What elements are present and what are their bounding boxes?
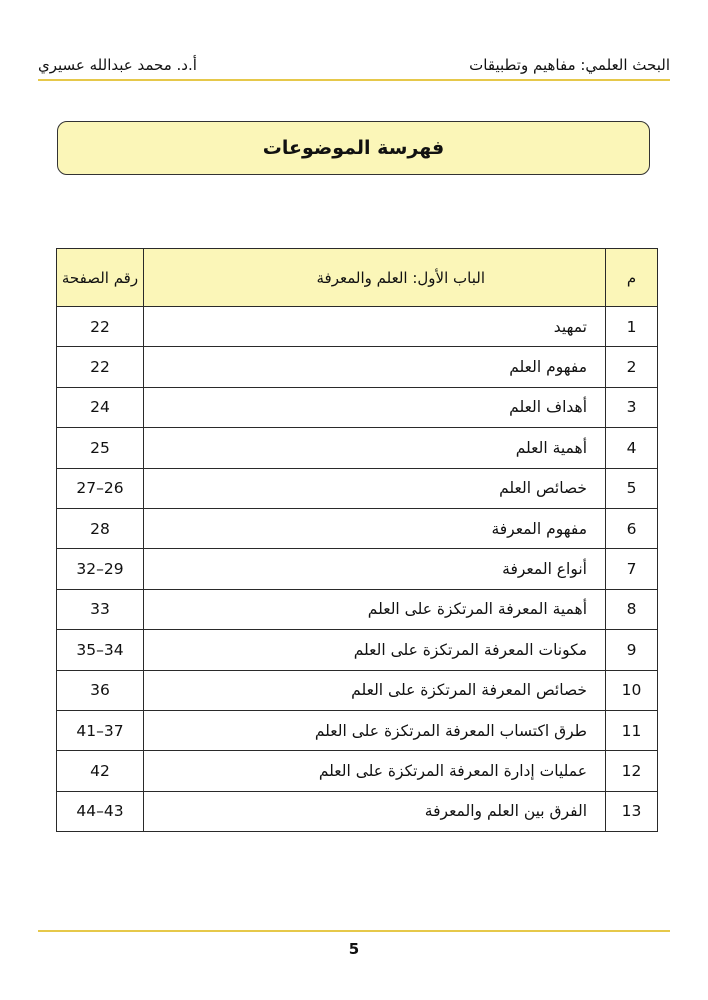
table-row xyxy=(57,347,658,387)
row-topic: الفرق بين العلم والمعرفة xyxy=(144,791,606,831)
page-title: فهرسة الموضوعات xyxy=(262,137,445,159)
toc-title-box xyxy=(57,121,650,175)
table-row xyxy=(57,630,658,670)
table-row xyxy=(57,307,658,347)
row-page: 44–43 xyxy=(57,791,144,831)
table-row xyxy=(57,549,658,589)
row-page: 22 xyxy=(57,347,144,387)
author-name: أ.د. محمد عبدالله عسيري xyxy=(38,56,197,74)
toc-table xyxy=(56,248,658,832)
row-topic: خصائص العلم xyxy=(144,468,606,508)
table-row xyxy=(57,751,658,791)
row-number: 12 xyxy=(606,751,658,791)
table-row xyxy=(57,508,658,548)
column-header-topic: الباب الأول: العلم والمعرفة xyxy=(144,249,606,307)
row-page: 25 xyxy=(57,428,144,468)
table-row xyxy=(57,670,658,710)
row-topic: مفهوم العلم xyxy=(144,347,606,387)
table-row xyxy=(57,710,658,750)
row-page: 28 xyxy=(57,508,144,548)
row-page: 41–37 xyxy=(57,710,144,750)
table-row xyxy=(57,387,658,427)
row-page: 22 xyxy=(57,307,144,347)
running-header xyxy=(38,52,670,80)
table-row xyxy=(57,468,658,508)
header-divider xyxy=(38,79,670,81)
row-number: 10 xyxy=(606,670,658,710)
row-page: 27–26 xyxy=(57,468,144,508)
table-header-row xyxy=(57,249,658,307)
table-row xyxy=(57,428,658,468)
row-number: 11 xyxy=(606,710,658,750)
row-topic: طرق اكتساب المعرفة المرتكزة على العلم xyxy=(144,710,606,750)
table-row xyxy=(57,791,658,831)
column-header-page: رقم الصفحة xyxy=(57,249,144,307)
row-topic: مفهوم المعرفة xyxy=(144,508,606,548)
column-header-number: م xyxy=(606,249,658,307)
row-number: 5 xyxy=(606,468,658,508)
row-number: 6 xyxy=(606,508,658,548)
row-page: 36 xyxy=(57,670,144,710)
footer-divider xyxy=(38,930,670,932)
row-number: 2 xyxy=(606,347,658,387)
table-row xyxy=(57,589,658,629)
row-number: 4 xyxy=(606,428,658,468)
row-topic: تمهيد xyxy=(144,307,606,347)
row-number: 13 xyxy=(606,791,658,831)
row-number: 1 xyxy=(606,307,658,347)
book-title: البحث العلمي: مفاهيم وتطبيقات xyxy=(469,56,670,74)
row-topic: أهمية المعرفة المرتكزة على العلم xyxy=(144,589,606,629)
row-number: 7 xyxy=(606,549,658,589)
row-topic: مكونات المعرفة المرتكزة على العلم xyxy=(144,630,606,670)
row-topic: أهمية العلم xyxy=(144,428,606,468)
row-page: 42 xyxy=(57,751,144,791)
row-topic: أنواع المعرفة xyxy=(144,549,606,589)
row-topic: عمليات إدارة المعرفة المرتكزة على العلم xyxy=(144,751,606,791)
row-page: 32–29 xyxy=(57,549,144,589)
page-number: 5 xyxy=(348,940,360,958)
row-number: 8 xyxy=(606,589,658,629)
row-number: 3 xyxy=(606,387,658,427)
row-page: 24 xyxy=(57,387,144,427)
row-number: 9 xyxy=(606,630,658,670)
row-topic: أهداف العلم xyxy=(144,387,606,427)
row-page: 33 xyxy=(57,589,144,629)
row-topic: خصائص المعرفة المرتكزة على العلم xyxy=(144,670,606,710)
row-page: 35–34 xyxy=(57,630,144,670)
